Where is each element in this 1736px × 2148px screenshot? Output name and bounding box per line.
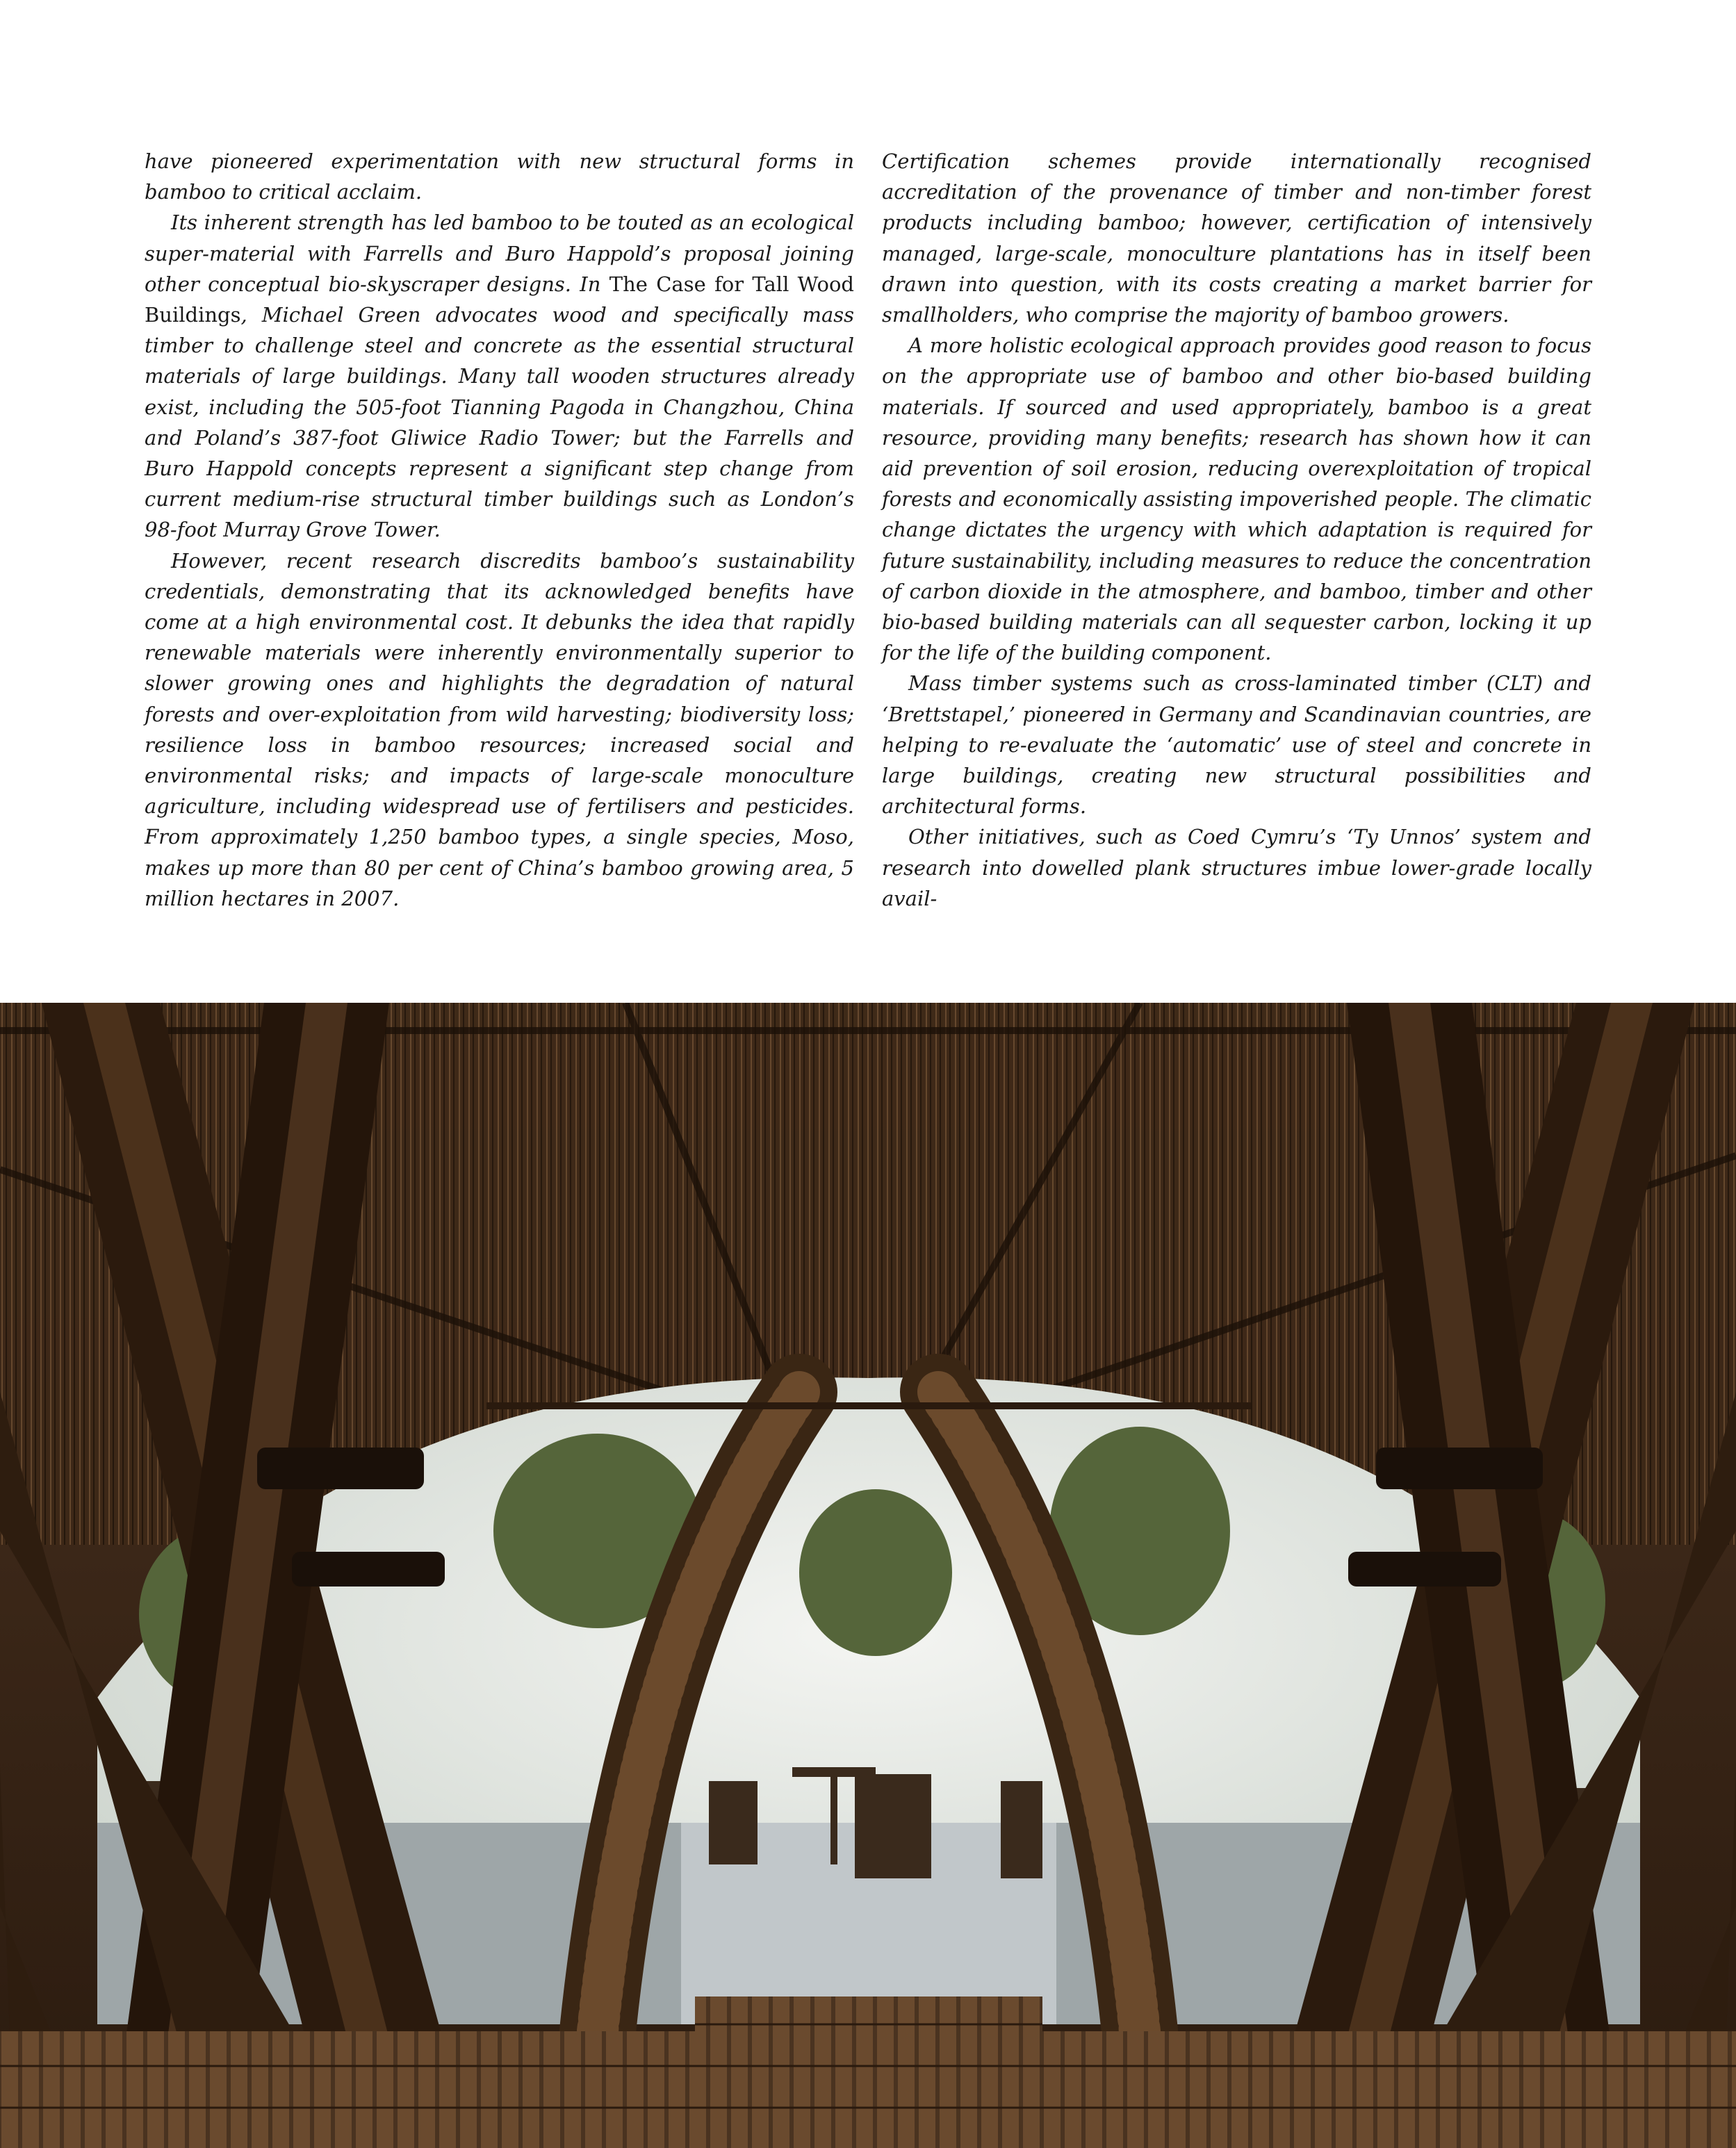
paragraph — [145, 207, 854, 545]
bamboo-pavilion-photo — [0, 1003, 1736, 2148]
paragraph: have pioneered experimentation with new structural forms in bamboo to critical acclaim. — [145, 149, 854, 204]
paragraph-text: Its inherent strength has led bamboo to be touted as an ecological super-material with Farrells and Buro Happold’s proposal joining other conceptual bio-skyscraper designs. In — [145, 211, 854, 296]
paragraph: A more holistic ecological approach provides good reason to focus on the appropriate use of bamboo and other bio-based building materials. If sourced and used appropriately, bamboo is a great resource, providing many benefits; research has shown how it can aid prevention of soil erosion, reducing overexploitation of tropical forests and economically assisting impoverished people. The climatic change dictates the urgency with which adaptation is required for future sustainability, including measures to reduce the concentration of carbon dioxide in the atmosphere, and bamboo, timber and other bio-based building materials can all sequester carbon, locking it up for the life of the building component. — [882, 334, 1591, 665]
photo-illustration — [0, 1003, 1736, 2148]
paragraph: However, recent research discredits bamboo’s sustainability credentials, demonstrating that its acknowledged benefits have come at a high environmental cost. It debunks the idea that rapidly renewable materials were inherently environmentally superior to slower growing ones and highlights the degradation of natural forests and over-exploitation from wild harvesting; biodiversity loss; resilience loss in bamboo resources; increased social and environmental risks; and impacts of large-scale monoculture agriculture, including widespread use of fertilisers and pesticides. From approximately 1,250 bamboo types, a single species, Moso, makes up more than 80 per cent of China’s bamboo growing area, 5 million hectares in 2007. — [145, 548, 854, 910]
paragraph: Certification schemes provide internationally recognised accreditation of the provenance of timber and non-timber forest products including bamboo; however, certification of intensively managed, large-scale, monoculture plantations has in itself been drawn into question, with its costs creating a market barrier for smallholders, who comprise the majority of bamboo growers. — [882, 149, 1591, 327]
left-column — [145, 146, 854, 910]
article-text — [145, 146, 1591, 910]
book-title: The Case for Tall Wood Buildings — [145, 272, 854, 327]
paragraph-text: , Michael Green advocates wood and specifically mass timber to challenge steel and concrete as the essential structural materials of large buildings. Many tall wooden structures already exist, including the 505-foot Tianning Pagoda in Changzhou, China and Poland’s 387-foot Gliwice Radio Tower; but the Farrells and Buro Happold concepts represent a significant step change from current medium-rise structural timber buildings such as London’s 98-foot Murray Grove Tower. — [145, 303, 854, 542]
paragraph: Mass timber systems such as cross-laminated timber (CLT) and ‘Brettstapel,’ pioneered in Germany and Scandinavian countries, are helping to re-evaluate the ‘automatic’ use of steel and concrete in large buildings, creating new structural possibilities and architectural forms. — [882, 671, 1591, 819]
paragraph: Other initiatives, such as Coed Cymru’s ‘Ty Unnos’ system and research into dowelled plank structures imbue lower-grade locally avail- — [882, 825, 1591, 910]
right-column — [882, 146, 1591, 910]
